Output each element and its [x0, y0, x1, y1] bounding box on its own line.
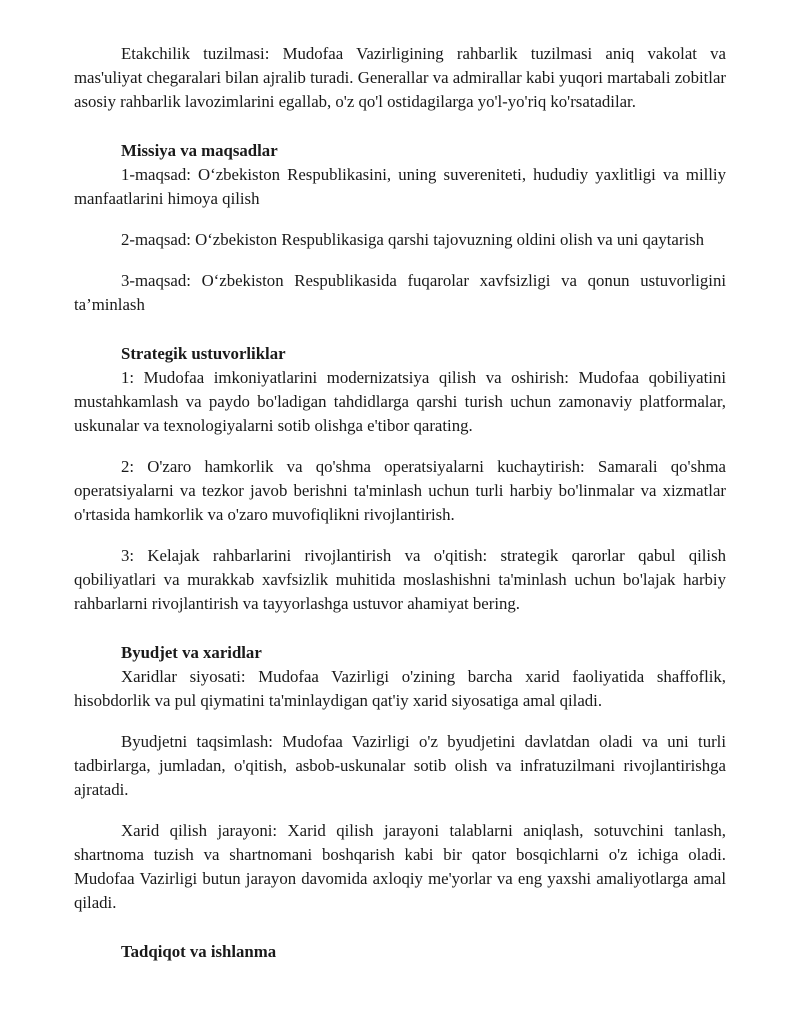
byudjet-paragraph-1: Xaridlar siyosati: Mudofaa Vazirligi o'zining barcha xarid faoliyatida shaffoflik, hisobdorlik va pul qiymatini ta'minlaydigan qat'iy xarid siyosatiga amal qiladi.: [74, 667, 726, 710]
heading-byudjet: Byudjet va xaridlar: [121, 643, 262, 662]
strategik-paragraph-2: 2: O'zaro hamkorlik va qo'shma operatsiyalarni kuchaytirish: Samarali qo'shma operatsiyalarni va tezkor javob berishni ta'minlash uchun turli harbiy bo'linmalar va xizmatlar o'rtasida hamkorlik va o'zaro muvofiqlikni rivojlantirish.: [74, 457, 726, 524]
strategik-paragraph-1: 1: Mudofaa imkoniyatlarini modernizatsiya qilish va oshirish: Mudofaa qobiliyatini mustahkamlash va paydo bo'ladigan tahdidlarga qarshi turish uchun zamonaviy platformalar, uskunalar va texnologiyalarni sotib olishga e'tibor qarating.: [74, 368, 726, 435]
byudjet-paragraph-2: Byudjetni taqsimlash: Mudofaa Vazirligi o'z byudjetini davlatdan oladi va uni turli tadbirlarga, jumladan, o'qitish, asbob-uskunalar sotib olish va infratuzilmani rivojlantirishga ajratadi.: [74, 732, 726, 799]
heading-missiya: Missiya va maqsadlar: [121, 141, 278, 160]
intro-paragraph: Etakchilik tuzilmasi: Mudofaa Vazirligining rahbarlik tuzilmasi aniq vakolat va mas'uliyat chegaralari bilan ajralib turadi. Generallar va admirallar kabi yuqori martabali zobitlar asosiy rahbarlik lavozimlarini egallab, o'z qo'l ostidagilarga yo'l-yo'riq ko'rsatadilar.: [74, 44, 726, 111]
strategik-paragraph-3: 3: Kelajak rahbarlarini rivojlantirish va o'qitish: strategik qarorlar qabul qilish qobiliyatlari va murakkab xavfsizlik muhitida moslashishni ta'minlash uchun bo'lajak harbiy rahbarlarni rivojlantirish va tayyorlashga ustuvor ahamiyat bering.: [74, 546, 726, 613]
heading-strategik: Strategik ustuvorliklar: [121, 344, 286, 363]
byudjet-paragraph-3: Xarid qilish jarayoni: Xarid qilish jarayoni talablarni aniqlash, sotuvchini tanlash, shartnoma tuzish va shartnomani boshqarish kabi bir qator bosqichlarni o'z ichiga oladi. Mudofaa Vazirligi butun jarayon davomida axloqiy me'yorlar va eng yaxshi amaliyotlarga amal qiladi.: [74, 821, 726, 912]
heading-tadqiqot: Tadqiqot va ishlanma: [121, 942, 277, 961]
missiya-paragraph-1: 1-maqsad: O‘zbekiston Respublikasini, uning suvereniteti, hududiy yaxlitligi va milliy manfaatlarini himoya qilish: [74, 165, 726, 208]
missiya-paragraph-2: 2-maqsad: O‘zbekiston Respublikasiga qarshi tajovuzning oldini olish va uni qaytarish: [121, 230, 705, 249]
missiya-paragraph-3: 3-maqsad: O‘zbekiston Respublikasida fuqarolar xavfsizligi va qonun ustuvorligini ta’minlash: [74, 271, 726, 314]
